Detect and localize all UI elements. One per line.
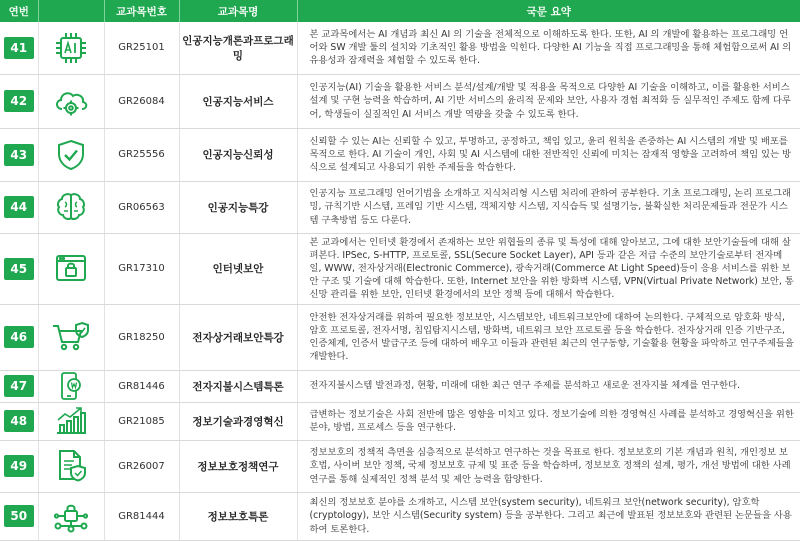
table-row: [0, 233, 800, 304]
row-number-badge: 48: [4, 410, 34, 432]
course-name: 전자지불시스템특론: [179, 370, 297, 402]
ai-chip-icon: [54, 31, 88, 65]
course-name: 인공지능개론과프로그래밍: [179, 22, 297, 74]
course-summary: 본 교과에서는 인터넷 환경에서 존재하는 보안 위협들의 종류 및 특성에 대해 알아보고, 그에 대한 보안기술들에 대해 살펴본다. IPSec, S-HTTP, 프로토콜, SSL(Secure Socket Layer), API 등과 같은 저급 수준의 보안기술로부터 전자메일, WWW, 전자상거래(Electronic Commerce), 광속거래(Commerce At Light Speed)등이 응용 서비스를 위한 보안 구조 및 기술에 대해 학습한다. 또한, Internet 보안을 위한 방화벽 시스템, VPN(Virtual Private Network) 보안, 통신망 관리를 위한 보안, 인터넷 환경에서의 보안 정책 등에 대해서 학습한다.: [297, 233, 800, 304]
cloud-gear-icon: [53, 84, 89, 118]
course-summary: 전자지불시스템 발전과정, 현황, 미래에 대한 최근 연구 주제를 분석하고 새로운 전자지불 체계를 연구한다.: [297, 370, 800, 402]
row-number-badge: 45: [4, 258, 34, 280]
row-number-badge: 49: [4, 455, 34, 477]
row-number-badge: 46: [4, 326, 34, 348]
mobile-payment-icon: [56, 372, 86, 400]
course-name: 정보보호특론: [179, 492, 297, 540]
shield-check-icon: [54, 138, 88, 172]
course-name: 정보보호정책연구: [179, 440, 297, 492]
row-number-badge: 50: [4, 505, 34, 527]
course-name: 정보기술과경영혁신: [179, 402, 297, 440]
course-code: GR81444: [104, 492, 179, 540]
table-header: [0, 0, 800, 22]
row-number-badge: 44: [4, 196, 34, 218]
table-row: [0, 370, 800, 402]
network-lock-icon: [53, 499, 89, 533]
document-shield-icon: [54, 449, 88, 483]
row-number-badge: 41: [4, 37, 34, 59]
cart-shield-icon: [51, 320, 91, 354]
table-row: [0, 74, 800, 128]
row-number-badge: 42: [4, 90, 34, 112]
course-name: 인공지능특강: [179, 181, 297, 233]
course-summary: 최신의 정보보호 분야를 소개하고, 시스템 보안(system security), 네트워크 보안(network security), 암호학(cryptology), 보안 시스템(Security system) 등을 공부한다. 그리고 최근에 발표된 정보보호와 관련된 논문들을 사용하여 토론한다.: [297, 492, 800, 540]
course-code: GR06563: [104, 181, 179, 233]
course-code: GR26084: [104, 74, 179, 128]
course-summary: 정보보호의 정책적 측면을 심층적으로 분석하고 연구하는 것을 목표로 한다. 정보보호의 기본 개념과 원칙, 개인정보 보호법, 사이버 보안 정책, 국제 정보보호 규제 및 표준 등을 학습하며, 정보보호 정책의 설계, 평가, 개선 방법에 대한 사례 연구를 통해 실제적인 정책 분석 및 제안 능력을 함양한다.: [297, 440, 800, 492]
course-code: GR21085: [104, 402, 179, 440]
table-row: [0, 22, 800, 74]
table-row: [0, 402, 800, 440]
header-no: 연번: [0, 0, 38, 22]
course-code: GR26007: [104, 440, 179, 492]
course-name: 인공지능서비스: [179, 74, 297, 128]
brain-icon: [53, 190, 89, 224]
header-name: 교과목명: [179, 0, 297, 22]
table-row: [0, 440, 800, 492]
header-icon: [38, 0, 104, 22]
bar-chart-growth-icon: [54, 406, 88, 436]
lock-screen-icon: [53, 251, 89, 287]
course-summary: 급변하는 정보기술은 사회 전반에 많은 영향을 미치고 있다. 정보기술에 의한 경영혁신 사례를 분석하고 경영혁신을 위한 분야, 방법, 프로세스 등을 연구한다.: [297, 402, 800, 440]
course-code: GR17310: [104, 233, 179, 304]
header-summary: 국문 요약: [297, 0, 800, 22]
table-row: [0, 304, 800, 370]
course-name: 인공지능신뢰성: [179, 128, 297, 181]
table-row: [0, 492, 800, 540]
course-code: GR18250: [104, 304, 179, 370]
course-summary: 안전한 전자상거래를 위하여 필요한 정보보안, 시스템보안, 네트워크보안에 대하여 논의한다. 구체적으로 암호화 방식, 암호 프로토콜, 전자서명, 침입탐지시스템, 방화벽, 네트워크 보안 프로토콜 등을 학습한다. 전자상거래 인증 기반구조, 인증체계, 인증서 발급구조 등에 대하여 배우고 이들과 관련된 최근의 연구동향, 기술활용 현황을 파악하고 연구주제들을 개발한다.: [297, 304, 800, 370]
course-name: 전자상거래보안특강: [179, 304, 297, 370]
course-name: 인터넷보안: [179, 233, 297, 304]
table-row: [0, 181, 800, 233]
row-number-badge: 47: [4, 375, 34, 397]
course-summary: 인공지능 프로그래밍 언어기법을 소개하고 지식처리형 시스템 처리에 관하여 공부한다. 기초 프로그래밍, 논리 프로그래밍, 규칙기반 시스템, 프레임 기반 시스템, 객체지향 시스템, 지식습득 및 설명기능, 불확실한 처리문제들과 전문가 시스템 구축방법 등도 다룬다.: [297, 181, 800, 233]
course-summary: 본 교과목에서는 AI 개념과 최신 AI 의 기술을 전체적으로 이해하도록 한다. 또한, AI 의 개발에 활용하는 프로그래밍 언어와 SW 개발 툴의 설치와 기초적인 활용 방법을 익힌다. 다양한 AI 기능을 직접 프로그래밍을 통해 체험함으로써 AI 의 유용성과 잠재력을 체험할 수 있도록 한다.: [297, 22, 800, 74]
course-code: GR25101: [104, 22, 179, 74]
course-summary: 인공지능(AI) 기술을 활용한 서비스 분석/설계/개발 및 적용을 목적으로 다양한 AI 기술을 이해하고, 이를 활용한 서비스 설계 및 구현 능력을 학습하며, AI 기반 서비스의 윤리적 문제와 보안, 사용자 경험 최적화 등 실무적인 주제도 함께 다루어, 학생들이 실질적인 AI 서비스 개발 역량을 갖출 수 있도록 한다.: [297, 74, 800, 128]
course-code: GR81446: [104, 370, 179, 402]
course-summary: 신뢰할 수 있는 AI는 신뢰할 수 있고, 투명하고, 공정하고, 책임 있고, 윤리 원칙을 존중하는 AI 시스템의 개발 및 배포를 목적으로 한다. AI 기술이 개인, 사회 및 AI 시스템에 대한 전반적인 신뢰에 미치는 잠재적 영향을 고려하여 책임 있는 방식으로 설계되고 사용되기 위한 주제들을 학습한다.: [297, 128, 800, 181]
row-number-badge: 43: [4, 144, 34, 166]
header-code: 교과목번호: [104, 0, 179, 22]
course-code: GR25556: [104, 128, 179, 181]
table-row: [0, 128, 800, 181]
